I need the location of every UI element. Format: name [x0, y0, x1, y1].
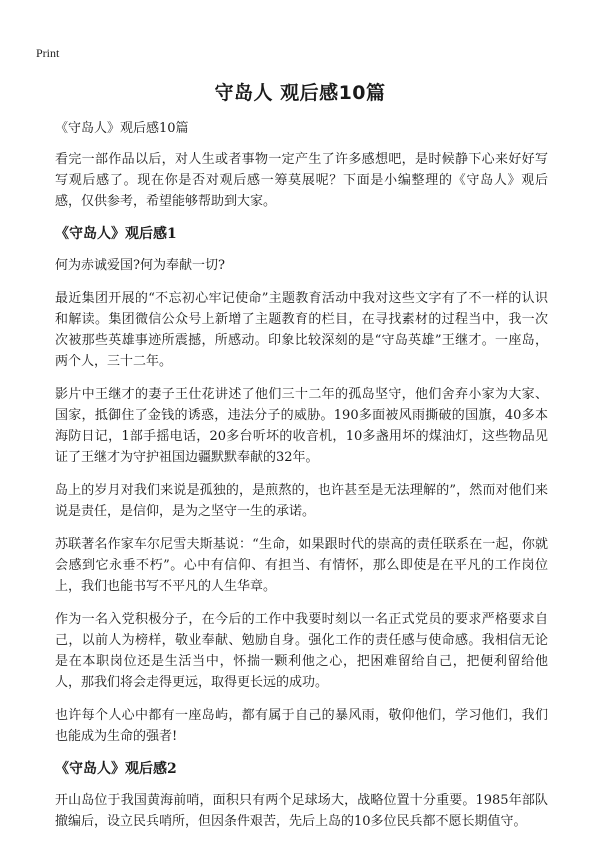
section2-paragraph: 开山岛位于我国黄海前哨，面积只有两个足球场大，战略位置十分重要。1985年部队撤编后，设立民兵哨所，但因条件艰苦，先后上岛的10多位民兵都不愿长期值守。 [55, 793, 548, 829]
section1-paragraph: 影片中王继才的妻子王仕花讲述了他们三十二年的孤岛坚守，他们舍弃小家为大家、国家，抵御住了金钱的诱惑，违法分子的威胁。190多面被风雨撕破的国旗，40多本海防日记，1部手摇电话，20多台听坏的收音机，10多盏用坏的煤油灯，这些物品见证了王继才为守护祖国边疆默默奉献的32年。 [55, 387, 548, 465]
section1-paragraph: 苏联著名作家车尔尼雪夫斯基说：“生命，如果跟时代的崇高的责任联系在一起，你就会感到它永垂不朽”。心中有信仰、有担当、有情怀，那么即使是在平凡的工作岗位上，我们也能书写不平凡的人生华章。 [55, 537, 548, 594]
section1-paragraph: 何为赤诚爱国?何为奉献一切? [55, 258, 225, 273]
section-heading-1: 《守岛人》观后感1 [55, 226, 177, 242]
section1-paragraph: 最近集团开展的“不忘初心牢记使命”主题教育活动中我对这些文字有了不一样的认识和解读。集团微信公众号上新增了主题教育的栏目，在寻找素材的过程当中，我一次次被那些英雄事迹所震撼，所感动。印象比较深刻的是“守岛英雄”王继才。一座岛，两个人，三十二年。 [55, 291, 548, 369]
section1-paragraph: 也许每个人心中都有一座岛屿，都有属于自己的暴风雨，敬仰他们，学习他们，我们也能成为生命的强者! [55, 708, 548, 744]
article-subtitle: 《守岛人》观后感10篇 [55, 121, 189, 136]
print-link[interactable]: Print [36, 46, 60, 60]
section-heading-2: 《守岛人》观后感2 [55, 761, 177, 777]
article-body [55, 118, 548, 844]
page-title: 守岛人 观后感10篇 [214, 82, 386, 104]
intro-paragraph: 看完一部作品以后，对人生或者事物一定产生了许多感想吧，是时候静下心来好好写写观后感了。现在你是否对观后感一筹莫展呢？下面是小编整理的《守岛人》观后感，仅供参考，希望能够帮助到大家。 [55, 152, 548, 209]
section1-paragraph: 岛上的岁月对我们来说是孤独的，是煎熬的，也许甚至是无法理解的”，然而对他们来说是责任，是信仰，是为之坚守一生的承诺。 [55, 483, 548, 519]
section1-paragraph: 作为一名入党积极分子，在今后的工作中我要时刻以一名正式党员的要求严格要求自己，以前人为榜样，敬业奉献、勉励自身。强化工作的责任感与使命感。我相信无论是在本职岗位还是生活当中，怀揣一颗利他之心，把困难留给自己，把便利留给他人，那我们将会走得更远，取得更长远的成功。 [55, 612, 548, 690]
